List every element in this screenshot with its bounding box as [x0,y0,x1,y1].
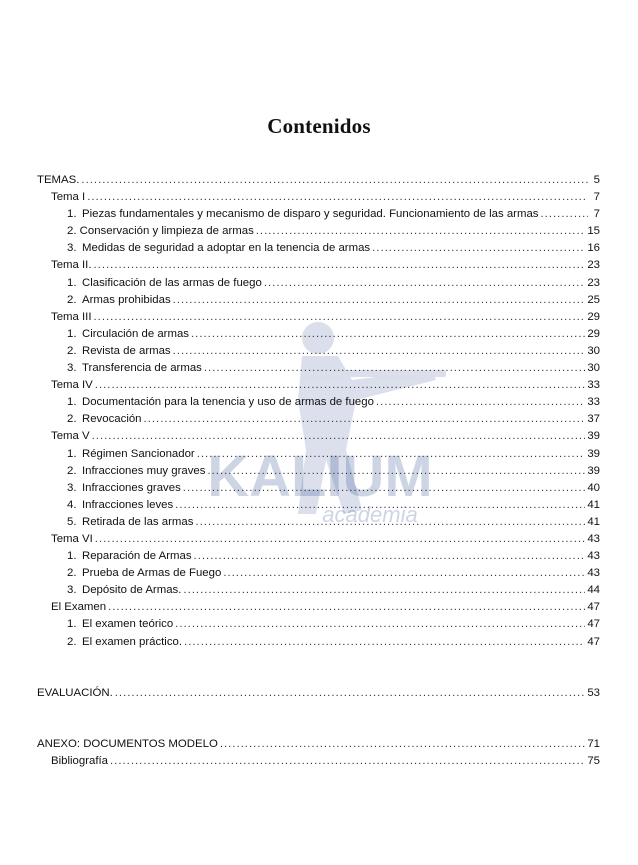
toc-entry-tema-3-3[interactable] [37,360,600,377]
toc-page-number: 33 [587,396,600,409]
toc-label: Armas prohibidas [82,293,171,306]
toc-label: Régimen Sancionador [82,447,195,460]
toc-entry-tema-5[interactable] [37,428,600,445]
toc-page-number: 5 [593,174,600,186]
toc-label: Tema III [51,310,92,323]
section-spacer [37,651,600,685]
dot-leader [223,565,585,582]
toc-page-number: 30 [587,344,600,357]
toc-entry-tema-4-1[interactable] [37,394,600,411]
page-title: Contenidos [267,114,371,138]
toc-item-number: 3. [67,584,77,597]
toc-entry-tema-2-1[interactable] [37,275,600,292]
toc-label: Infracciones muy graves [82,464,206,477]
toc-label: Tema V [51,430,90,443]
toc-item-number: 2. [67,293,77,306]
toc-label: 2. Conservación y limpieza de armas [67,225,254,238]
toc-item-number: 1. [67,550,77,563]
dot-leader [207,463,585,480]
toc-entry-tema-1-2[interactable] [37,223,600,240]
toc-label: Clasificación de las armas de fuego [82,276,262,289]
dot-leader [376,394,585,411]
dot-leader [195,514,585,531]
toc-entry-tema-4-2[interactable] [37,411,600,428]
toc-item-number: 3. [67,362,77,375]
toc-label: Tema II. [51,259,92,272]
toc-label: El examen teórico [82,618,174,631]
toc-label: Tema I [51,191,86,204]
dot-leader [87,189,588,206]
toc-item-number: 3. [67,242,77,255]
toc-label: Reparación de Armas [82,550,192,563]
toc-page-number: 41 [587,498,600,511]
toc-entry-tema-6[interactable] [37,531,600,548]
toc-entry-evaluacion[interactable] [37,685,600,702]
toc-label: Transferencia de armas [82,362,202,375]
toc-entry-temas[interactable] [37,172,600,189]
dot-leader [115,685,586,702]
toc-entry-tema-2[interactable] [37,257,600,274]
dot-leader [183,582,585,599]
toc-page-number: 39 [587,447,600,460]
toc-page-number: 7 [593,208,600,221]
toc-entry-el-examen[interactable] [37,599,600,616]
dot-leader [184,634,585,651]
toc-entry-tema-1-3[interactable] [37,240,600,257]
toc-entry-tema-3[interactable] [37,309,600,326]
toc-page-number: 30 [587,362,600,375]
toc-entry-bibliografia[interactable] [37,753,600,770]
toc-item-number: 2. [67,413,77,426]
toc-item-number: 5. [67,515,77,528]
dot-leader [204,360,585,377]
toc-entry-examen-2[interactable] [37,634,600,651]
toc-page-number: 39 [587,464,600,477]
toc-page-number: 23 [587,276,600,289]
dot-leader [194,548,586,565]
toc-item-number: 2. [67,464,77,477]
toc-page-number: 15 [587,225,600,238]
dot-leader [220,736,586,753]
toc-page-number: 71 [587,737,600,750]
dot-leader [92,428,586,445]
toc-item-number: 2. [67,344,77,357]
dot-leader [264,275,586,292]
toc-entry-anexo[interactable] [37,736,600,753]
watermark-sub: academia [322,502,418,527]
toc-entry-tema-6-1[interactable] [37,548,600,565]
toc-entry-tema-6-3[interactable] [37,582,600,599]
toc-page-number: 43 [587,550,600,563]
toc-label: EVALUACIÓN. [37,686,113,699]
toc-entry-tema-3-2[interactable] [37,343,600,360]
toc-label: Bibliografía [51,754,108,767]
dot-leader [183,480,586,497]
toc-page-number: 41 [587,515,600,528]
toc-page-number: 39 [587,430,600,443]
toc-label: Circulación de armas [82,327,189,340]
toc-item-number: 1. [67,396,77,409]
toc-item-number: 2. [67,635,77,648]
dot-leader [256,223,586,240]
dot-leader [94,257,586,274]
toc-page-number: 47 [587,601,600,614]
toc-label: Revocación [82,413,142,426]
toc-entry-tema-6-2[interactable] [37,565,600,582]
toc-page-number: 75 [587,754,600,767]
dot-leader [175,616,585,633]
toc-item-number: 2. [67,567,77,580]
toc-label: Medidas de seguridad a adoptar en la tenencia de armas [82,242,371,255]
toc-label: Infracciones graves [82,481,181,494]
dot-leader [372,240,585,257]
toc-item-number: 1. [67,327,77,340]
toc-label: TEMAS. [37,174,80,186]
toc-item-number: 1. [67,447,77,460]
toc-page-number: 16 [587,242,600,255]
toc-page-number: 29 [587,310,600,323]
toc-item-number: 1. [67,618,77,631]
dot-leader [95,377,586,394]
dot-leader [541,206,589,223]
toc-label: Tema IV [51,379,93,392]
toc-label: El examen práctico. [82,635,183,648]
toc-page-number: 33 [587,379,600,392]
toc-label: El Examen [51,601,107,614]
toc-entry-tema-5-2[interactable] [37,463,600,480]
toc-label: Tema VI [51,532,93,545]
toc-item-number: 1. [67,276,77,289]
toc-item-number: 3. [67,481,77,494]
toc-label: Retirada de las armas [82,515,194,528]
toc-label: Documentación para la tenencia y uso de armas de fuego [82,396,374,409]
toc-item-number: 1. [67,208,77,221]
toc-label: ANEXO: DOCUMENTOS MODELO [37,737,218,750]
toc-page-number: 43 [587,532,600,545]
dot-leader [108,599,585,616]
toc-label: Infracciones leves [82,498,174,511]
toc-page-number: 23 [587,259,600,272]
toc-entry-tema-5-5[interactable] [37,514,600,531]
toc-entry-tema-5-4[interactable] [37,497,600,514]
toc-page-number: 44 [587,584,600,597]
toc-page-number: 29 [587,327,600,340]
toc-page-number: 25 [587,293,600,306]
toc-item-number: 4. [67,498,77,511]
dot-leader [94,309,586,326]
dot-leader [175,497,585,514]
toc-entry-tema-3-1[interactable] [37,326,600,343]
toc-page-number: 47 [587,618,600,631]
toc-entry-tema-4[interactable] [37,377,600,394]
toc-label: Revista de armas [82,344,171,357]
toc-entry-tema-5-1[interactable] [37,446,600,463]
dot-leader [197,446,586,463]
dot-leader [191,326,585,343]
dot-leader [110,753,585,770]
toc-page-number: 40 [587,481,600,494]
dot-leader [95,531,586,548]
toc-entry-examen-1[interactable] [37,616,600,633]
toc-page-number: 37 [587,413,600,426]
toc-entry-tema-5-3[interactable] [37,480,600,497]
toc-label: Depósito de Armas. [82,584,182,597]
toc-label: Prueba de Armas de Fuego [82,567,222,580]
dot-leader [144,411,586,428]
table-of-contents [37,172,600,770]
dot-leader [81,172,588,189]
toc-label: Piezas fundamentales y mecanismo de disparo y seguridad. Funcionamiento de las armas [82,208,539,221]
dot-leader [173,292,586,309]
toc-entry-tema-2-2[interactable] [37,292,600,309]
toc-entry-tema-1[interactable] [37,189,600,206]
toc-page-number: 7 [593,191,600,204]
watermark-brand: KALIUM [207,444,433,509]
toc-page-number: 53 [587,686,600,699]
section-spacer [37,702,600,736]
toc-page-number: 43 [587,567,600,580]
toc-entry-tema-1-1[interactable] [37,206,600,223]
dot-leader [173,343,586,360]
toc-page-number: 47 [587,635,600,648]
